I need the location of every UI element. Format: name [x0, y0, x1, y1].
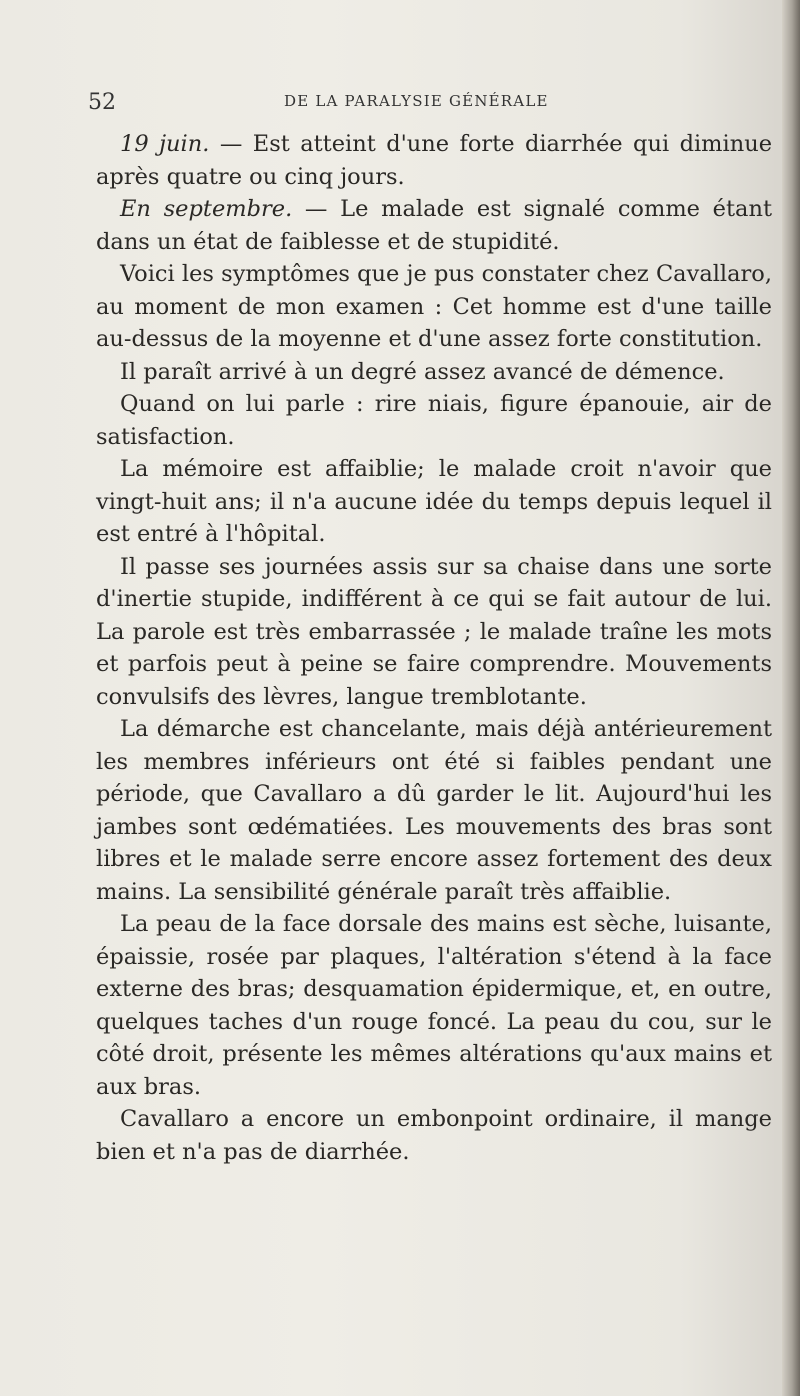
paragraph-text: Quand on lui parle : rire niais, figure épanouie, air de satisfaction. — [96, 391, 772, 450]
paragraph-text: Il paraît arrivé à un degré assez avancé de démence. — [120, 358, 725, 385]
paragraph-text: La démarche est chancelante, mais déjà antérieurement les membres inférieurs ont été si faibles pendant une période, que Cavallaro a dû garder le lit. Aujourd'hui les jambes sont œdématiées. Les mouvements des bras sont libres et le malade serre encore assez fortement des deux mains. La sensibilité générale paraît très affaiblie. — [96, 716, 772, 905]
paragraph-text: — Est atteint d'une forte diarrhée qui diminue après quatre ou cinq jours. — [96, 131, 773, 190]
paragraph — [96, 193, 772, 258]
paragraph — [96, 258, 772, 356]
body-text — [96, 128, 772, 1168]
paragraph — [96, 388, 772, 453]
paragraph — [96, 1103, 772, 1168]
paragraph — [96, 551, 772, 714]
paragraph — [96, 908, 772, 1103]
paragraph-text: Il passe ses journées assis sur sa chaise dans une sorte d'inertie stupide, indifférent à ce qui se fait autour de lui. La parole est très embarrassée ; le malade traîne les mots et parfois peut à peine se faire comprendre. Mouvements convulsifs des lèvres, langue tremblotante. — [96, 553, 772, 710]
paragraph-text: Voici les symptômes que je pus constater chez Cavallaro, au moment de mon examen : Cet homme est d'une taille au-dessus de la moyenne et d'une assez forte constitution. — [96, 261, 772, 352]
page-binding-edge — [782, 0, 800, 1396]
page-header — [88, 86, 688, 116]
page-number: 52 — [88, 90, 116, 115]
paragraph-text: Cavallaro a encore un embonpoint ordinaire, il mange bien et n'a pas de diarrhée. — [96, 1106, 772, 1165]
paragraph-text: — Le malade est signalé comme étant dans un état de faiblesse et de stupidité. — [96, 196, 772, 255]
entry-date: En septembre. — [120, 196, 293, 222]
entry-date: 19 juin. — [120, 131, 210, 157]
paragraph — [96, 453, 772, 551]
paragraph-text: La peau de la face dorsale des mains est sèche, luisante, épaissie, rosée par plaques, l'altération s'étend à la face externe des bras; desquamation épidermique, et, en outre, quelques taches d'un rouge foncé. La peau du cou, sur le côté droit, présente les mêmes altérations qu'aux mains et aux bras. — [96, 911, 772, 1100]
paragraph — [96, 128, 772, 193]
paragraph — [96, 356, 772, 389]
running-title: DE LA PARALYSIE GÉNÉRALE — [284, 92, 549, 110]
paragraph — [96, 713, 772, 908]
paragraph-text: La mémoire est affaiblie; le malade croit n'avoir que vingt-huit ans; il n'a aucune idée du temps depuis lequel il est entré à l'hôpital. — [96, 456, 772, 547]
